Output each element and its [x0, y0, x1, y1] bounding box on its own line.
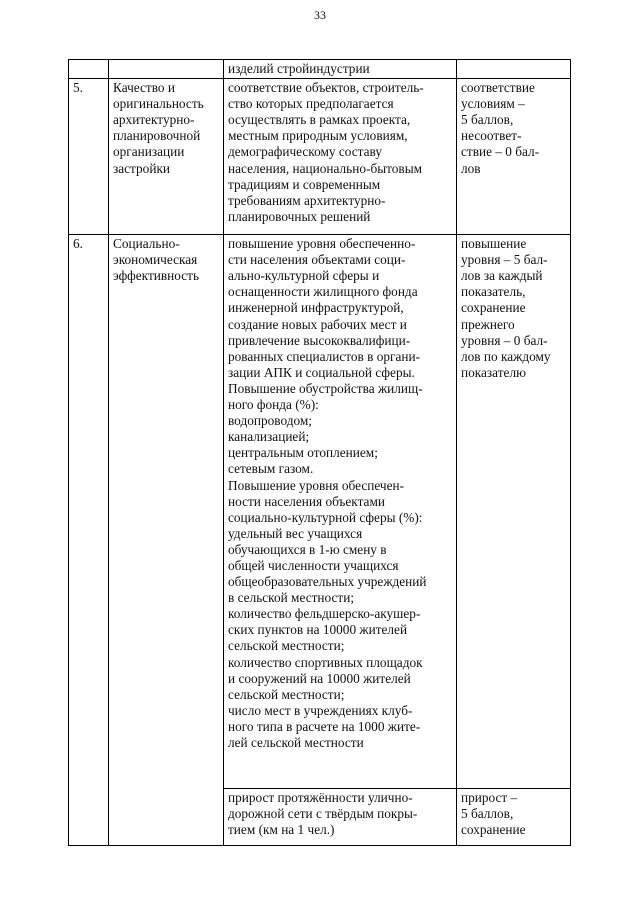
- text-line: уровня – 0 бал-: [461, 332, 548, 348]
- text-line: тием (км на 1 чел.): [228, 822, 335, 838]
- criteria-cell: [224, 60, 457, 79]
- text-line: 5 баллов,: [461, 806, 514, 822]
- text-line: общей численности учащихся: [228, 557, 399, 573]
- text-line: ности населения объектами: [228, 493, 385, 509]
- text-line: сти населения объектами соци-: [228, 252, 406, 268]
- criteria-table: [68, 59, 571, 846]
- text-line: инженерной инфраструктурой,: [228, 300, 404, 316]
- text-line: Повышение уровня обеспечен-: [228, 477, 405, 493]
- name-cell: [109, 60, 224, 79]
- name-cell: [109, 79, 224, 235]
- text-line: изделий стройиндустрии: [228, 61, 370, 76]
- text-line: канализацией;: [228, 429, 310, 445]
- text-line: организации: [113, 144, 185, 160]
- table-row-continuation: [69, 60, 571, 79]
- text-line: застройки: [113, 160, 171, 176]
- criteria-cell: [224, 789, 457, 846]
- text-line: привлечение высококвалифици-: [228, 332, 411, 348]
- text-line: ских пунктов на 10000 жителей: [228, 622, 408, 638]
- row-number: 5.: [69, 79, 109, 235]
- score-cell: [457, 235, 571, 789]
- text-line: эффективность: [113, 268, 200, 284]
- text-line: число мест в учреждениях клуб-: [228, 702, 413, 718]
- text-line: рованных специалистов в органи-: [228, 348, 421, 364]
- text-line: зации АПК и социальной сферы.: [228, 364, 415, 380]
- text-line: требованиям архитектурно-: [228, 192, 386, 208]
- text-line: соответствие: [461, 80, 535, 96]
- text-line: Качество и: [113, 80, 175, 96]
- text-line: ного типа в расчете на 1000 жите-: [228, 718, 421, 734]
- text-line: сельской местности;: [228, 686, 345, 702]
- text-line: лов по каждому: [461, 348, 551, 364]
- text-line: показателю: [461, 364, 527, 380]
- text-line: планировочной: [113, 128, 201, 144]
- text-line: дорожной сети с твёрдым покры-: [228, 806, 418, 822]
- name-cell: [109, 235, 224, 846]
- text-line: оснащенности жилищного фонда: [228, 284, 418, 300]
- text-line: прирост протяжённости улично-: [228, 790, 413, 806]
- text-line: сохранение: [461, 300, 526, 316]
- text-line: планировочных решений: [228, 208, 371, 224]
- text-line: оригинальность: [113, 96, 204, 112]
- text-line: ство которых предполагается: [228, 96, 394, 112]
- text-line: повышение: [461, 236, 527, 252]
- score-cell: [457, 79, 571, 235]
- text-line: удельный вес учащихся: [228, 525, 363, 541]
- num-cell: [69, 60, 109, 79]
- text-line: местным природным условиям,: [228, 128, 408, 144]
- text-line: уровня – 5 бал-: [461, 252, 548, 268]
- score-cell: [457, 60, 571, 79]
- text-line: условиям –: [461, 96, 525, 112]
- text-line: экономическая: [113, 252, 198, 268]
- text-line: сохранение: [461, 822, 526, 838]
- text-line: социально-культурной сферы (%):: [228, 509, 423, 525]
- text-line: демографическому составу: [228, 144, 382, 160]
- text-line: повышение уровня обеспеченно-: [228, 236, 416, 252]
- text-line: Повышение обустройства жилищ-: [228, 380, 423, 396]
- text-line: количество фельдшерско-акушер-: [228, 606, 421, 622]
- text-line: общеобразовательных учреждений: [228, 574, 427, 590]
- text-line: населения, национально-бытовым: [228, 160, 423, 176]
- text-line: прежнего: [461, 316, 515, 332]
- text-line: ально-культурной сферы и: [228, 268, 380, 284]
- text-line: центральным отоплением;: [228, 445, 378, 461]
- text-line: соответствие объектов, строитель-: [228, 80, 424, 96]
- text-line: лей сельской местности: [228, 735, 364, 750]
- text-line: обучающихся в 1-ю смену в: [228, 541, 387, 557]
- text-line: Социально-: [113, 236, 180, 252]
- page-number: 33: [314, 8, 326, 22]
- text-line: создание новых рабочих мест и: [228, 316, 407, 332]
- text-line: лов: [461, 160, 481, 176]
- text-line: показатель,: [461, 284, 526, 300]
- table-row-5: [69, 79, 571, 235]
- text-line: количество спортивных площадок: [228, 654, 423, 670]
- text-line: осуществлять в рамках проекта,: [228, 112, 411, 128]
- score-cell: [457, 789, 571, 846]
- text-line: ного фонда (%):: [228, 397, 319, 413]
- text-line: прирост –: [461, 790, 518, 806]
- criteria-cell: [224, 79, 457, 235]
- text-line: в сельской местности;: [228, 590, 355, 606]
- text-line: традициям и современным: [228, 176, 381, 192]
- table-row-6: [69, 235, 571, 789]
- row-number: 6.: [69, 235, 109, 846]
- text-line: ствие – 0 бал-: [461, 144, 540, 160]
- text-line: сетевым газом.: [228, 461, 314, 477]
- text-line: водопроводом;: [228, 413, 313, 429]
- criteria-cell: [224, 235, 457, 789]
- text-line: и сооружений на 10000 жителей: [228, 670, 411, 686]
- text-line: сельской местности;: [228, 638, 345, 654]
- text-line: несоответ-: [461, 128, 522, 144]
- text-line: лов за каждый: [461, 268, 543, 284]
- text-line: 5 баллов,: [461, 112, 514, 128]
- text-line: архитектурно-: [113, 112, 195, 128]
